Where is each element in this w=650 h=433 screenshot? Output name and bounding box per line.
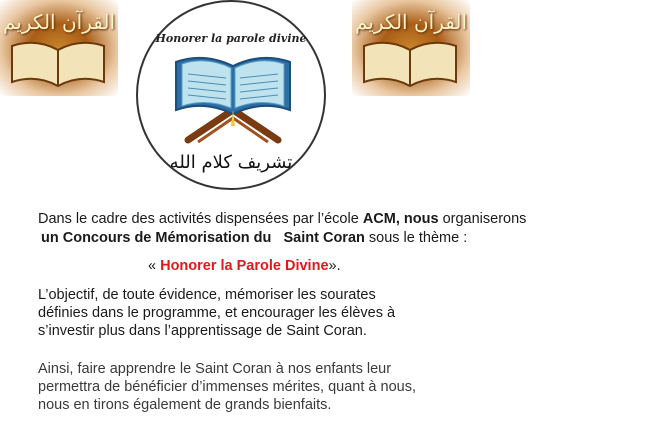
objective-line: définies dans le programme, et encourager les élèves à [38,305,396,321]
quote-open: « [148,258,161,274]
contest-text: un Concours de Mémorisation du [41,230,276,246]
event-logo [136,0,326,190]
logo-arabic-text: تشريف كلام الله [169,152,293,173]
calligraphy-text: القرآن الكريم [2,10,115,34]
closing-line: permettra de bénéficier d’immenses mérites, quant à nous, [38,379,416,395]
quote-close: ». [328,258,341,274]
theme-name: Honorer la Parole Divine [160,258,329,274]
separator: , [395,211,404,227]
logo-title: Honorer la parole divine [155,32,307,45]
intro-suffix: organiserons [438,211,527,227]
theme-intro-text: sous le thème : [364,230,468,246]
objective-line: s’investir plus dans l’apprentissage de Saint Coran. [38,323,367,339]
intro-line-1 [38,210,638,228]
intro-text: Dans le cadre des activités dispensées par l’école [38,211,363,227]
quran-on-stand-icon [168,48,298,148]
quran-image-right [352,0,470,96]
objective-line: L’objectif, de toute évidence, mémoriser les sourates [38,287,376,303]
calligraphy-text: القرآن الكريم [354,10,467,34]
open-book-icon [8,36,108,88]
quran-image-left [0,0,118,96]
objective-paragraph [38,286,638,340]
saint-coran-text: Saint Coran [283,230,365,246]
closing-paragraph [38,360,638,414]
closing-line: nous en tirons également de grands bienfaits. [38,397,332,413]
open-book-icon [360,36,460,88]
intro-line-2 [41,229,641,247]
we-text: nous [403,211,439,227]
school-name: ACM [362,211,396,227]
closing-line: Ainsi, faire apprendre le Saint Coran à nos enfants leur [38,361,392,377]
theme-line [148,257,341,275]
